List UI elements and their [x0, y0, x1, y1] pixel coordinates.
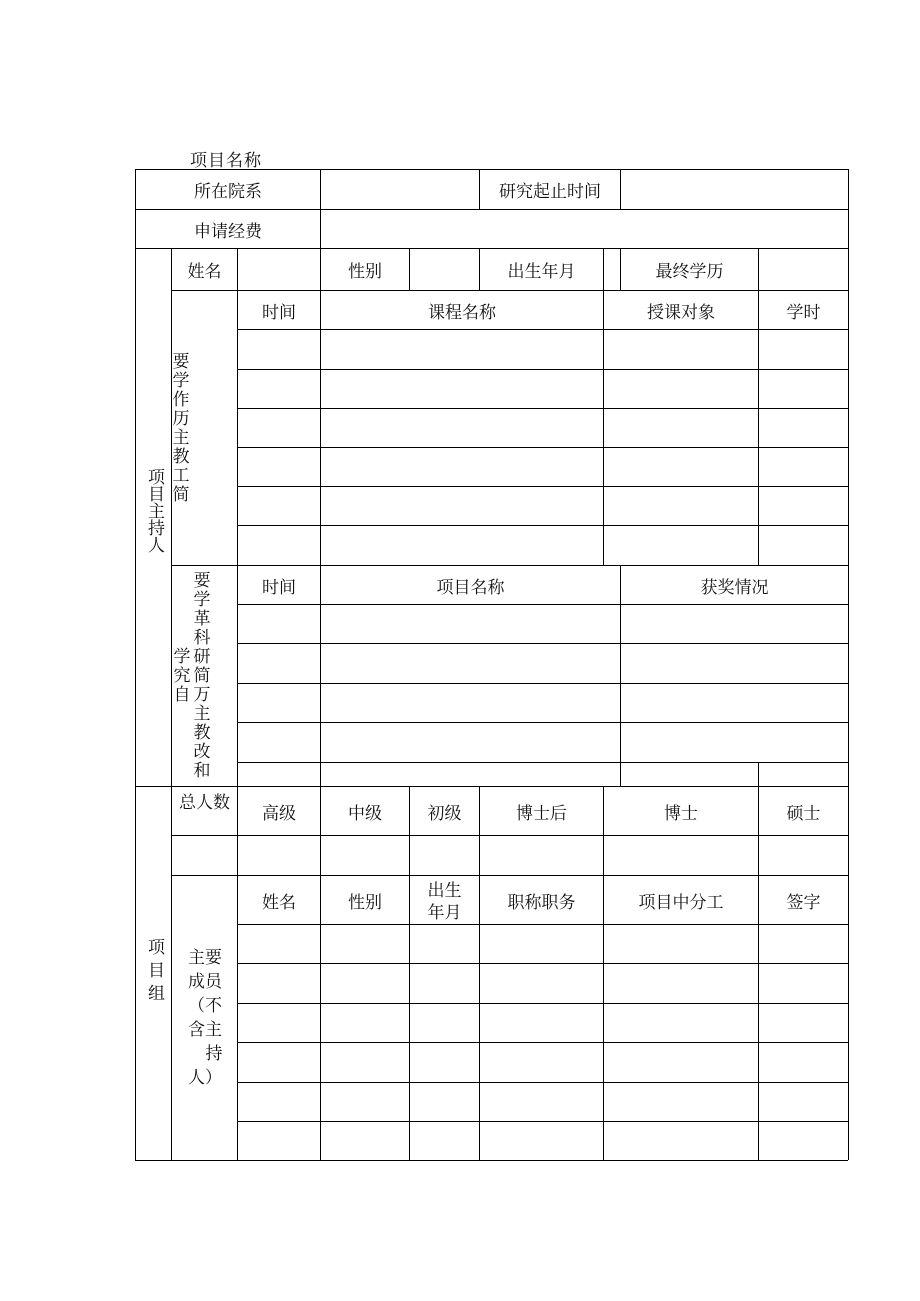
- research-history-label-left: [172, 648, 192, 705]
- col-divider: [603, 786, 604, 1160]
- label-line: 成员: [188, 972, 222, 992]
- level-master: 硕士: [786, 803, 821, 824]
- label-char: 主: [193, 704, 211, 724]
- col-divider: [758, 786, 759, 1160]
- funding-value[interactable]: [321, 210, 848, 248]
- level-intermediate: 中级: [348, 803, 382, 824]
- col-divider: [409, 786, 410, 1160]
- label-line: （不: [188, 996, 222, 1016]
- row-divider: [237, 722, 848, 723]
- row-divider: [237, 1082, 848, 1083]
- label-char: 研: [193, 647, 211, 667]
- birth-line-1: 出生: [427, 881, 462, 901]
- row-divider: [171, 835, 848, 836]
- label-char: 简: [193, 666, 211, 686]
- col-divider: [758, 290, 759, 565]
- col-divider: [603, 248, 604, 290]
- label-char: 改: [193, 742, 211, 762]
- teaching-history-label: [168, 353, 194, 505]
- member-header-title: 职称职务: [507, 892, 576, 913]
- label-char: 要: [193, 571, 211, 591]
- label-line: 含主: [188, 1020, 222, 1040]
- row-divider: [237, 1121, 848, 1122]
- table-border-left: [135, 169, 136, 1160]
- col-divider: [237, 248, 238, 290]
- research-period-label: 研究起止时间: [499, 182, 601, 202]
- row-divider: [237, 683, 848, 684]
- row-divider: [237, 643, 848, 644]
- page-title: 项目名称: [190, 151, 262, 171]
- label-char: 和: [193, 761, 211, 781]
- level-phd: 博士: [664, 803, 698, 824]
- row-divider: [237, 369, 848, 370]
- col-divider: [758, 762, 759, 786]
- row-divider: [237, 408, 848, 409]
- research-history-label-right: [191, 572, 213, 781]
- row-divider: [237, 1003, 848, 1004]
- label-char: 教: [193, 723, 211, 743]
- label-char: 学: [173, 647, 191, 667]
- leader-education-label: 最终学历: [655, 262, 724, 282]
- table-border-bottom: [135, 1160, 848, 1161]
- label-char: 教: [172, 447, 190, 467]
- member-header-signature: 签字: [786, 892, 821, 913]
- leader-section-text: 项目主持人: [144, 468, 164, 553]
- teaching-header-course: 课程名称: [428, 302, 496, 323]
- member-header-birth: [410, 880, 479, 924]
- group-section-label: [136, 938, 171, 1007]
- department-label: 所在院系: [194, 182, 262, 202]
- leader-section-label: [136, 468, 171, 553]
- member-header-gender: 性别: [348, 892, 382, 913]
- birth-line-2: 年月: [427, 903, 462, 923]
- label-line: 持: [205, 1044, 223, 1064]
- col-divider: [758, 248, 759, 290]
- label-char: 万: [193, 685, 211, 705]
- row-divider: [237, 963, 848, 964]
- member-header-name: 姓名: [262, 892, 296, 913]
- teaching-header-time: 时间: [262, 302, 296, 323]
- row-divider: [237, 447, 848, 448]
- leader-gender-label: 性别: [348, 262, 382, 282]
- label-line: 主要: [188, 948, 222, 968]
- department-value[interactable]: [321, 170, 479, 209]
- col-divider: [320, 290, 321, 1160]
- label-char: 学: [193, 590, 211, 610]
- members-label: [176, 946, 234, 1090]
- col-divider: [237, 290, 238, 1160]
- leader-name-label: 姓名: [187, 262, 222, 282]
- label-char: 主: [172, 428, 190, 448]
- teaching-header-hours: 学时: [786, 302, 821, 323]
- label-char: 作: [172, 390, 190, 410]
- level-postdoc: 博士后: [516, 803, 567, 824]
- leader-birth-label: 出生年月: [507, 262, 576, 282]
- col-divider: [409, 248, 410, 290]
- label-char: 要: [172, 352, 190, 372]
- teaching-header-audience: 授课对象: [647, 302, 715, 323]
- funding-label: 申请经费: [194, 221, 262, 242]
- research-header-project: 项目名称: [436, 577, 505, 598]
- label-char: 自: [173, 685, 191, 705]
- row-divider: [237, 329, 848, 330]
- label-char: 历: [172, 409, 190, 429]
- research-period-value[interactable]: [621, 170, 848, 209]
- research-header-awards: 获奖情况: [700, 577, 769, 598]
- level-junior: 初级: [427, 803, 462, 824]
- label-char: 学: [172, 371, 190, 391]
- table-border-right: [848, 169, 849, 1160]
- group-section-text: 项目组: [144, 938, 164, 1007]
- label-char: 科: [193, 628, 211, 648]
- member-header-role: 项目中分工: [638, 892, 724, 913]
- row-divider: [237, 486, 848, 487]
- label-line: 人）: [188, 1068, 222, 1088]
- row-divider: [237, 1042, 848, 1043]
- label-char: 革: [193, 609, 211, 629]
- row-divider: [237, 924, 848, 925]
- label-char: 究: [173, 666, 191, 686]
- col-divider: [603, 290, 604, 565]
- col-divider: [479, 786, 480, 1160]
- label-char: 工: [172, 466, 190, 486]
- row-divider: [237, 762, 848, 763]
- total-members-label: 总人数: [179, 792, 230, 813]
- row-divider: [237, 604, 848, 605]
- level-senior: 高级: [262, 803, 296, 824]
- research-header-time: 时间: [262, 577, 296, 598]
- label-char: 简: [172, 485, 190, 505]
- row-divider: [237, 525, 848, 526]
